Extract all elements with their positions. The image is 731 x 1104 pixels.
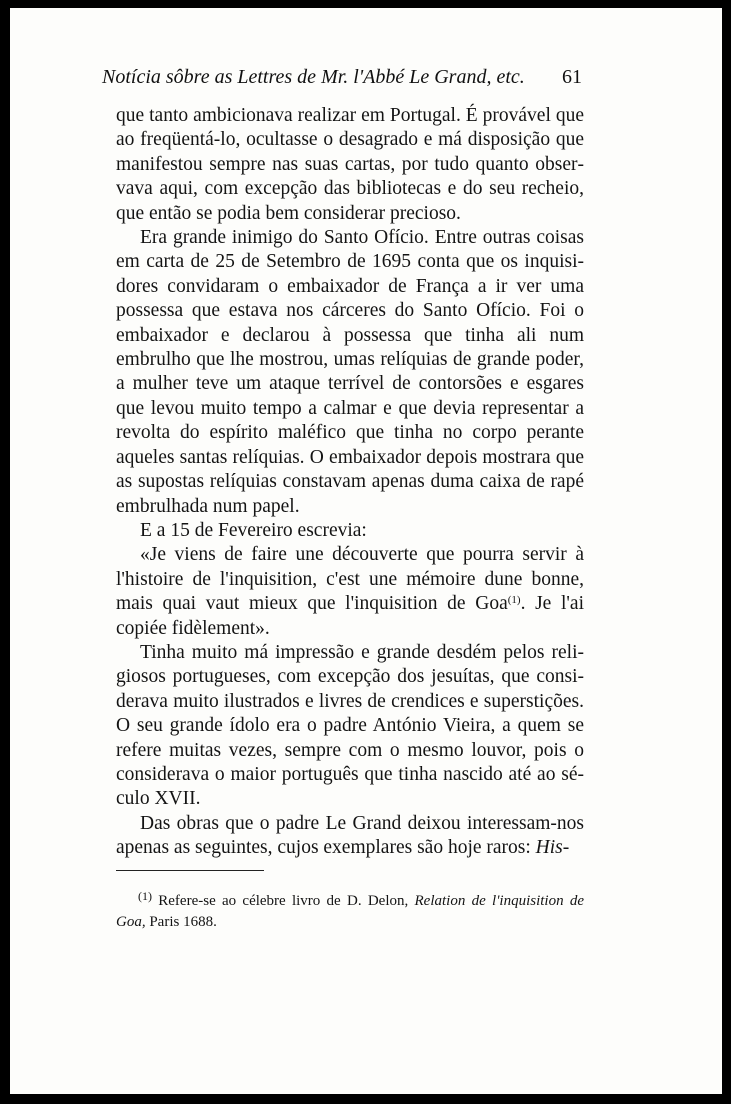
paragraph-5: Tinha muito má impressão e grande desdém pelos religiosos portugueses, com excepção dos jesuítas, que considerava muito ilustrados e livres de crendices e superstições. O seu grande ídolo era o padre António Vieira, a quem se refere muitas vezes, sempre com o mesmo louvor, pois o considerava o maior português que tinha nascido até ao século XVII.	[116, 641, 584, 810]
paragraph-6-text: Das obras que o padre Le Grand deixou interessam-nos apenas as seguintes, cujos exemplares são hoje raros:	[116, 812, 584, 859]
footnote-book-title: Relation de l'inquisition de Goa,	[116, 893, 584, 930]
paragraph-2: Era grande inimigo do Santo Ofício. Entre outras coisas em carta de 25 de Setembro de 1695 conta que os inquisidores convidaram o embaixador de França a ir ver uma possessa que estava nos cárceres do Santo Ofício. Foi o embaixador e declarou à possessa que tinha ali num embrulho que lhe mostrou, umas relíquias de grande poder, a mulher teve um ataque terrível de contorsões e esgares que levou muito tempo a calmar e que devia representar a revolta do espírito maléfico que tinha no corpo perante aqueles santas relíquias. O embaixador depois mostrara que as supostas relíquias constavam apenas duma caixa de rapé embrulhada num papel.	[116, 227, 584, 517]
footnote-divider	[116, 870, 264, 871]
page-number: 61	[562, 66, 582, 88]
document-page	[10, 8, 722, 1094]
paragraph-6-italic: His-	[535, 837, 570, 859]
footnote-text: Refere-se ao célebre livro de D. Delon,	[158, 893, 415, 909]
paragraph-4-quote	[116, 543, 584, 641]
quote-text-end: . Je l'ai copiée fidèlement».	[116, 593, 585, 639]
footnote-text-end: Paris 1688.	[145, 914, 217, 930]
paragraph-1: que tanto ambicionava realizar em Portugal. É provável que ao freqüentá-lo, ocultasse o desagrado e má disposição que manifestou sempre nas suas cartas, por tudo quanto observava aqui, com excepção das bibliotecas e do seu recheio, que então se podia bem considerar precioso.	[116, 105, 584, 224]
running-header	[102, 62, 582, 96]
paragraph-6	[116, 812, 584, 861]
quote-text: «Je viens de faire une découverte que pourra servir à l'histoire de l'inquisition, c'est une mémoire dune bonne, mais quai vaut mieux que l'inquisition de Goa	[116, 544, 584, 615]
footnote	[116, 886, 584, 933]
body-text	[116, 104, 584, 861]
footnote-marker: (1)	[138, 889, 152, 903]
paragraph-3: E a 15 de Fevereiro escrevia:	[140, 519, 367, 541]
footnote-reference[interactable]: (1)	[507, 594, 521, 607]
header-title: Notícia sôbre as Lettres de Mr. l'Abbé Le Grand, etc.	[102, 66, 525, 88]
